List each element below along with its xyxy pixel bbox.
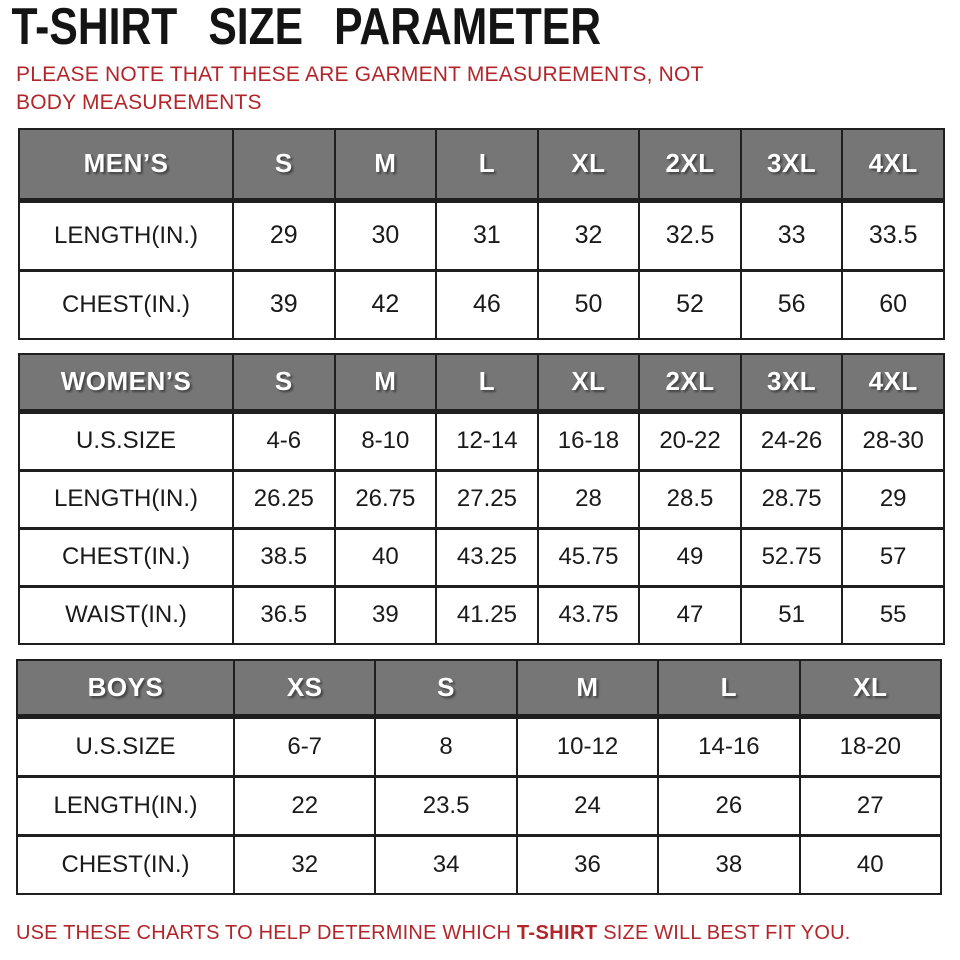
size-column-header: S bbox=[375, 660, 516, 717]
measurement-value-cell: 40 bbox=[335, 528, 437, 586]
size-column-header: XL bbox=[800, 660, 941, 717]
measurement-value-cell: 24-26 bbox=[741, 411, 843, 470]
measurement-row bbox=[17, 716, 941, 776]
measurement-value-cell: 39 bbox=[335, 586, 437, 644]
measurement-value-cell: 43.25 bbox=[436, 528, 538, 586]
measurement-value-cell: 38 bbox=[658, 835, 799, 894]
header-row bbox=[17, 660, 941, 717]
measurement-value-cell: 57 bbox=[842, 528, 944, 586]
size-column-header: M bbox=[335, 129, 437, 201]
measurement-row bbox=[17, 835, 941, 894]
measurement-value-cell: 27.25 bbox=[436, 470, 538, 528]
size-column-header: 3XL bbox=[741, 354, 843, 412]
measurement-row bbox=[19, 411, 944, 470]
measurement-value-cell: 6-7 bbox=[234, 716, 375, 776]
table-title-cell: BOYS bbox=[17, 660, 234, 717]
row-label-cell: WAIST(IN.) bbox=[19, 586, 233, 644]
measurement-value-cell: 20-22 bbox=[639, 411, 741, 470]
size-column-header: XL bbox=[538, 129, 640, 201]
header-row bbox=[19, 354, 944, 412]
measurement-value-cell: 31 bbox=[436, 200, 538, 270]
measurement-value-cell: 42 bbox=[335, 270, 437, 339]
row-label-cell: CHEST(IN.) bbox=[17, 835, 234, 894]
measurement-value-cell: 52 bbox=[639, 270, 741, 339]
measurement-value-cell: 12-14 bbox=[436, 411, 538, 470]
size-column-header: L bbox=[436, 354, 538, 412]
measurement-value-cell: 27 bbox=[800, 776, 941, 835]
measurement-value-cell: 28.5 bbox=[639, 470, 741, 528]
measurement-value-cell: 16-18 bbox=[538, 411, 640, 470]
measurement-value-cell: 33.5 bbox=[842, 200, 944, 270]
table-title-cell: WOMEN’S bbox=[19, 354, 233, 412]
measurement-value-cell: 52.75 bbox=[741, 528, 843, 586]
measurement-value-cell: 50 bbox=[538, 270, 640, 339]
measurement-value-cell: 46 bbox=[436, 270, 538, 339]
size-column-header: S bbox=[233, 354, 335, 412]
size-column-header: M bbox=[335, 354, 437, 412]
fit-note-suffix: SIZE WILL BEST FIT YOU. bbox=[597, 921, 851, 944]
size-column-header: 3XL bbox=[741, 129, 843, 201]
measurement-value-cell: 22 bbox=[234, 776, 375, 835]
measurement-value-cell: 14-16 bbox=[658, 716, 799, 776]
measurement-value-cell: 24 bbox=[517, 776, 658, 835]
measurement-value-cell: 8 bbox=[375, 716, 516, 776]
measurement-value-cell: 28 bbox=[538, 470, 640, 528]
womens-size-table bbox=[0, 353, 960, 645]
measurement-value-cell: 18-20 bbox=[800, 716, 941, 776]
mens-size-table bbox=[0, 128, 960, 340]
measurement-value-cell: 10-12 bbox=[517, 716, 658, 776]
measurement-value-cell: 34 bbox=[375, 835, 516, 894]
measurement-value-cell: 4-6 bbox=[233, 411, 335, 470]
measurement-value-cell: 39 bbox=[233, 270, 335, 339]
size-column-header: L bbox=[658, 660, 799, 717]
measurement-row bbox=[17, 776, 941, 835]
measurement-row bbox=[19, 586, 944, 644]
measurement-value-cell: 41.25 bbox=[436, 586, 538, 644]
measurement-value-cell: 49 bbox=[639, 528, 741, 586]
measurement-value-cell: 26.75 bbox=[335, 470, 437, 528]
measurement-value-cell: 32.5 bbox=[639, 200, 741, 270]
measurement-row bbox=[19, 200, 944, 270]
boys-size-table bbox=[0, 659, 960, 895]
row-label-cell: CHEST(IN.) bbox=[19, 528, 233, 586]
row-label-cell: U.S.SIZE bbox=[17, 716, 234, 776]
measurement-value-cell: 45.75 bbox=[538, 528, 640, 586]
row-label-cell: LENGTH(IN.) bbox=[19, 470, 233, 528]
size-column-header: M bbox=[517, 660, 658, 717]
size-column-header: XL bbox=[538, 354, 640, 412]
size-column-header: S bbox=[233, 129, 335, 201]
measurement-value-cell: 33 bbox=[741, 200, 843, 270]
measurement-value-cell: 29 bbox=[842, 470, 944, 528]
garment-measurements-note: PLEASE NOTE THAT THESE ARE GARMENT MEASUREMENTS, NOT BODY MEASUREMENTS bbox=[16, 62, 704, 114]
measurement-value-cell: 8-10 bbox=[335, 411, 437, 470]
size-column-header: 2XL bbox=[639, 354, 741, 412]
size-column-header: L bbox=[436, 129, 538, 201]
measurement-value-cell: 29 bbox=[233, 200, 335, 270]
fit-guidance-note bbox=[16, 922, 960, 945]
measurement-value-cell: 56 bbox=[741, 270, 843, 339]
measurement-value-cell: 36 bbox=[517, 835, 658, 894]
table-title-cell: MEN’S bbox=[19, 129, 233, 201]
measurement-value-cell: 32 bbox=[234, 835, 375, 894]
measurement-value-cell: 30 bbox=[335, 200, 437, 270]
measurement-value-cell: 28.75 bbox=[741, 470, 843, 528]
measurement-value-cell: 38.5 bbox=[233, 528, 335, 586]
row-label-cell: LENGTH(IN.) bbox=[17, 776, 234, 835]
size-tables-section bbox=[0, 128, 960, 895]
page-title: T-SHIRT SIZE PARAMETER bbox=[11, 0, 602, 56]
measurement-value-cell: 40 bbox=[800, 835, 941, 894]
measurement-value-cell: 32 bbox=[538, 200, 640, 270]
size-column-header: 4XL bbox=[842, 129, 944, 201]
measurement-value-cell: 26 bbox=[658, 776, 799, 835]
measurement-value-cell: 60 bbox=[842, 270, 944, 339]
header-row bbox=[19, 129, 944, 201]
fit-note-prefix: USE THESE CHARTS TO HELP DETERMINE WHICH bbox=[16, 921, 517, 944]
fit-note-tshirt-highlight: T-SHIRT bbox=[516, 921, 598, 944]
size-table bbox=[18, 353, 945, 645]
measurement-row bbox=[19, 470, 944, 528]
row-label-cell: U.S.SIZE bbox=[19, 411, 233, 470]
row-label-cell: CHEST(IN.) bbox=[19, 270, 233, 339]
size-table bbox=[18, 128, 945, 340]
measurement-value-cell: 36.5 bbox=[233, 586, 335, 644]
measurement-row bbox=[19, 528, 944, 586]
measurement-value-cell: 43.75 bbox=[538, 586, 640, 644]
size-column-header: 4XL bbox=[842, 354, 944, 412]
measurement-value-cell: 26.25 bbox=[233, 470, 335, 528]
row-label-cell: LENGTH(IN.) bbox=[19, 200, 233, 270]
size-column-header: XS bbox=[234, 660, 375, 717]
measurement-row bbox=[19, 270, 944, 339]
size-column-header: 2XL bbox=[639, 129, 741, 201]
size-table bbox=[16, 659, 942, 895]
measurement-value-cell: 51 bbox=[741, 586, 843, 644]
measurement-value-cell: 23.5 bbox=[375, 776, 516, 835]
measurement-value-cell: 55 bbox=[842, 586, 944, 644]
measurement-value-cell: 47 bbox=[639, 586, 741, 644]
measurement-value-cell: 28-30 bbox=[842, 411, 944, 470]
